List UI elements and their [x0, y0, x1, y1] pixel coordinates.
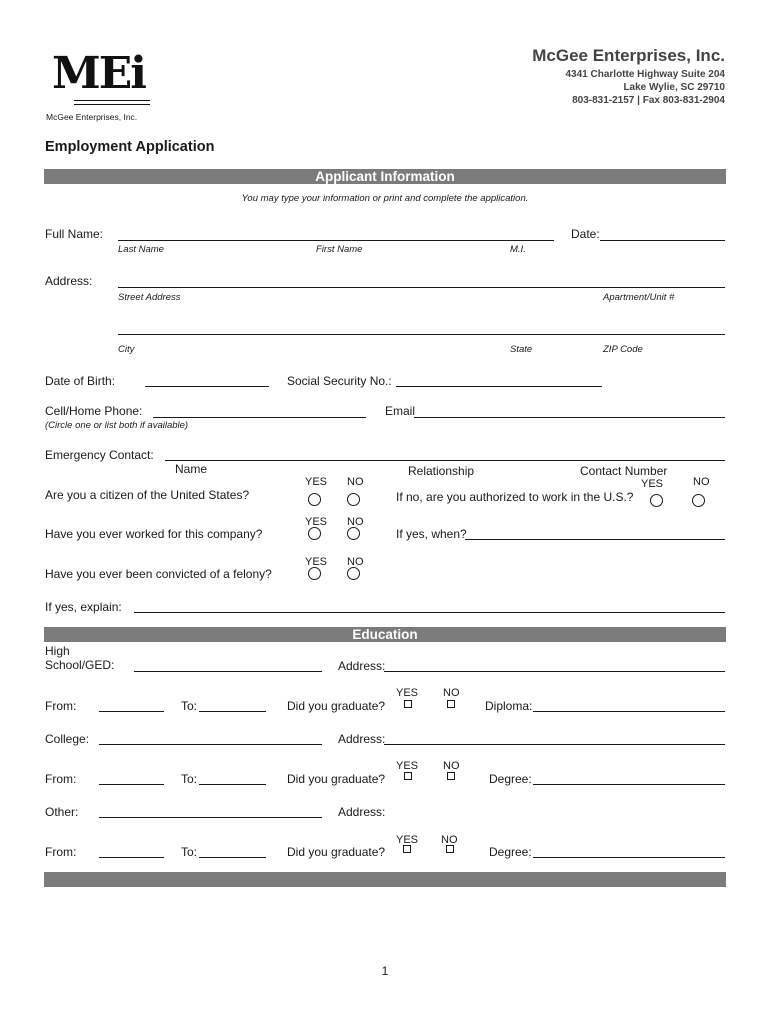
- authorized-yes-label: YES: [641, 478, 664, 490]
- zip-caption: ZIP Code: [603, 344, 643, 355]
- felony-yes-radio[interactable]: [308, 567, 321, 580]
- full-name-label: Full Name:: [45, 227, 104, 241]
- worked-when-label: If yes, when?: [396, 527, 467, 541]
- form-instructions: You may type your information or print and complete the application.: [241, 193, 529, 204]
- hs-yes-label: YES: [396, 687, 419, 699]
- hs-to-label: To:: [181, 699, 198, 713]
- emergency-relationship-caption: Relationship: [408, 464, 475, 478]
- email-label: Email: [385, 404, 416, 418]
- full-name-field[interactable]: [118, 240, 554, 241]
- hs-from-label: From:: [45, 699, 77, 713]
- other-from-label: From:: [45, 845, 77, 859]
- email-field[interactable]: [414, 417, 725, 418]
- citizen-yes-label: YES: [305, 476, 328, 488]
- diploma-field[interactable]: [533, 711, 725, 712]
- hs-no-label: NO: [443, 687, 460, 699]
- emergency-contact-field[interactable]: [165, 460, 725, 461]
- section-header-applicant: Applicant Information: [44, 169, 726, 184]
- college-field[interactable]: [99, 744, 322, 745]
- hs-graduate-yes-checkbox[interactable]: [404, 700, 412, 708]
- citizen-no-radio[interactable]: [347, 493, 360, 506]
- college-to-field[interactable]: [199, 784, 266, 785]
- authorized-question: If no, are you authorized to work in the U.S.?: [396, 490, 634, 504]
- felony-yes-label: YES: [305, 556, 328, 568]
- citizen-question: Are you a citizen of the United States?: [45, 488, 250, 502]
- explain-field[interactable]: [134, 612, 725, 613]
- hs-graduate-no-checkbox[interactable]: [447, 700, 455, 708]
- company-address-1: 4341 Charlotte Highway Suite 204: [565, 69, 725, 80]
- emergency-name-caption: Name: [175, 462, 208, 476]
- high-school-label: High School/GED:: [45, 644, 115, 672]
- logo-mark: MEi: [52, 48, 145, 99]
- worked-question: Have you ever worked for this company?: [45, 527, 263, 541]
- college-graduate-no-checkbox[interactable]: [447, 772, 455, 780]
- other-graduate-yes-checkbox[interactable]: [403, 845, 411, 853]
- company-phone: 803-831-2157 | Fax 803-831-2904: [572, 95, 725, 106]
- high-school-address-label: Address:: [338, 659, 386, 673]
- logo-rule-2: [74, 104, 150, 105]
- other-to-label: To:: [181, 845, 198, 859]
- phone-field[interactable]: [153, 417, 366, 418]
- date-label: Date:: [571, 227, 600, 241]
- college-label: College:: [45, 732, 90, 746]
- felony-no-label: NO: [347, 556, 364, 568]
- city-state-zip-field[interactable]: [118, 334, 725, 335]
- authorized-yes-radio[interactable]: [650, 494, 663, 507]
- dob-label: Date of Birth:: [45, 374, 116, 388]
- authorized-no-radio[interactable]: [692, 494, 705, 507]
- section-footer-bar: [44, 872, 726, 887]
- worked-no-radio[interactable]: [347, 527, 360, 540]
- college-to-label: To:: [181, 772, 198, 786]
- middle-initial-caption: M.I.: [510, 244, 526, 255]
- other-degree-field[interactable]: [533, 857, 725, 858]
- logo-caption: McGee Enterprises, Inc.: [46, 112, 138, 122]
- logo-rule-1: [74, 100, 150, 101]
- other-no-label: NO: [441, 834, 458, 846]
- worked-no-label: NO: [347, 516, 364, 528]
- company-name: McGee Enterprises, Inc.: [532, 46, 725, 65]
- citizen-yes-radio[interactable]: [308, 493, 321, 506]
- college-graduate-yes-checkbox[interactable]: [404, 772, 412, 780]
- college-degree-field[interactable]: [533, 784, 725, 785]
- apartment-caption: Apartment/Unit #: [603, 292, 675, 303]
- other-graduate-question: Did you graduate?: [287, 845, 386, 859]
- authorized-no-label: NO: [693, 476, 710, 488]
- other-graduate-no-checkbox[interactable]: [446, 845, 454, 853]
- emergency-contact-label: Emergency Contact:: [45, 448, 154, 462]
- phone-caption: (Circle one or list both if available): [45, 420, 189, 431]
- ssn-label: Social Security No.:: [287, 374, 392, 388]
- hs-to-field[interactable]: [199, 711, 266, 712]
- felony-question: Have you ever been convicted of a felony?: [45, 567, 272, 581]
- page-number: 1: [381, 964, 389, 978]
- other-to-field[interactable]: [199, 857, 266, 858]
- other-field[interactable]: [99, 817, 322, 818]
- felony-no-radio[interactable]: [347, 567, 360, 580]
- high-school-address-field[interactable]: [384, 671, 725, 672]
- ssn-field[interactable]: [396, 386, 602, 387]
- company-logo: [46, 46, 166, 126]
- street-address-field[interactable]: [118, 287, 725, 288]
- college-from-label: From:: [45, 772, 77, 786]
- street-address-caption: Street Address: [118, 292, 181, 303]
- citizen-no-label: NO: [347, 476, 364, 488]
- high-school-field[interactable]: [134, 671, 322, 672]
- worked-yes-label: YES: [305, 516, 328, 528]
- other-address-label: Address:: [338, 805, 386, 819]
- last-name-caption: Last Name: [118, 244, 164, 255]
- address-label: Address:: [45, 274, 93, 288]
- dob-field[interactable]: [145, 386, 269, 387]
- hs-graduate-question: Did you graduate?: [287, 699, 386, 713]
- hs-from-field[interactable]: [99, 711, 164, 712]
- city-caption: City: [118, 344, 135, 355]
- college-address-label: Address:: [338, 732, 386, 746]
- diploma-label: Diploma:: [485, 699, 533, 713]
- company-address-2: Lake Wylie, SC 29710: [623, 82, 725, 93]
- college-degree-label: Degree:: [489, 772, 532, 786]
- worked-when-field[interactable]: [465, 539, 725, 540]
- other-label: Other:: [45, 805, 79, 819]
- other-yes-label: YES: [396, 834, 419, 846]
- college-no-label: NO: [443, 760, 460, 772]
- first-name-caption: First Name: [316, 244, 363, 255]
- other-degree-label: Degree:: [489, 845, 532, 859]
- section-header-education: Education: [44, 627, 726, 642]
- college-address-field[interactable]: [384, 744, 725, 745]
- college-graduate-question: Did you graduate?: [287, 772, 386, 786]
- explain-label: If yes, explain:: [45, 600, 122, 614]
- emergency-number-caption: Contact Number: [580, 464, 668, 478]
- state-caption: State: [510, 344, 533, 355]
- worked-yes-radio[interactable]: [308, 527, 321, 540]
- college-from-field[interactable]: [99, 784, 164, 785]
- date-field[interactable]: [600, 240, 725, 241]
- phone-label: Cell/Home Phone:: [45, 404, 143, 418]
- form-title: Employment Application: [45, 139, 215, 155]
- college-yes-label: YES: [396, 760, 419, 772]
- other-from-field[interactable]: [99, 857, 164, 858]
